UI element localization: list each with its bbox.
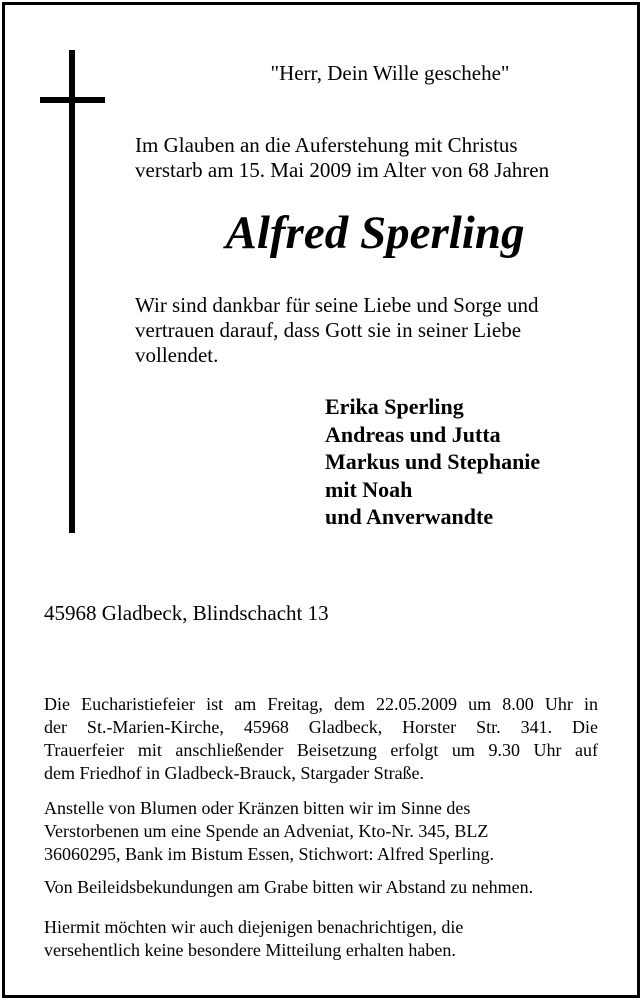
donation-line: Anstelle von Blumen oder Kränzen bitten wir im Sinne des — [44, 798, 471, 818]
donation-line: 36060295, Bank im Bistum Essen, Stichwort: Alfred Sperling. — [44, 844, 494, 864]
donation-line: Verstorbenen um eine Spende an Adveniat, Kto-Nr. 345, BLZ — [44, 821, 489, 841]
service-line: Die Eucharistiefeier ist am Freitag, dem 22.05.2009 um 8.00 Uhr in — [44, 694, 598, 714]
mourner-name: Erika Sperling — [325, 394, 464, 419]
service-line: der St.-Marien-Kirche, 45968 Gladbeck, Horster Str. 341. Die — [44, 717, 598, 737]
notification-note — [44, 916, 604, 962]
cross-icon — [69, 50, 75, 533]
gratitude-line: vollendet. — [135, 343, 219, 367]
bible-quote: "Herr, Dein Wille geschehe" — [270, 61, 510, 85]
condolence-request — [44, 876, 604, 899]
service-details — [44, 693, 598, 785]
donation-request — [44, 797, 604, 866]
mourners-list — [325, 393, 625, 531]
mourner-name: mit Noah — [325, 476, 413, 502]
announcement-line: Im Glauben an die Auferstehung mit Christus — [135, 133, 518, 157]
service-line: dem Friedhof in Gladbeck-Brauck, Stargader Straße. — [44, 763, 425, 783]
condolence-line: Von Beileidsbekundungen am Grabe bitten wir Abstand zu nehmen. — [44, 877, 534, 897]
cross-icon-beam — [40, 97, 105, 103]
service-line: Trauerfeier mit anschließender Beisetzung erfolgt um 9.30 Uhr auf — [44, 740, 598, 760]
deceased-name: Alfred Sperling — [225, 207, 525, 259]
death-announcement — [135, 133, 615, 183]
announcement-line: verstarb am 15. Mai 2009 im Alter von 68 Jahren — [135, 158, 550, 182]
family-address: 45968 Gladbeck, Blindschacht 13 — [44, 601, 329, 625]
mourner-name: Andreas und Jutta — [325, 421, 501, 447]
mourner-name: Markus und Stephanie — [325, 449, 541, 474]
gratitude-line: Wir sind dankbar für seine Liebe und Sorge und — [135, 293, 539, 317]
notice-line: versehentlich keine besondere Mitteilung erhalten haben. — [44, 940, 456, 960]
gratitude-line: vertrauen darauf, dass Gott sie in seiner Liebe — [135, 318, 522, 342]
notice-line: Hiermit möchten wir auch diejenigen benachrichtigen, die — [44, 917, 464, 937]
gratitude-text — [135, 293, 615, 368]
mourner-name: und Anverwandte — [325, 504, 494, 529]
